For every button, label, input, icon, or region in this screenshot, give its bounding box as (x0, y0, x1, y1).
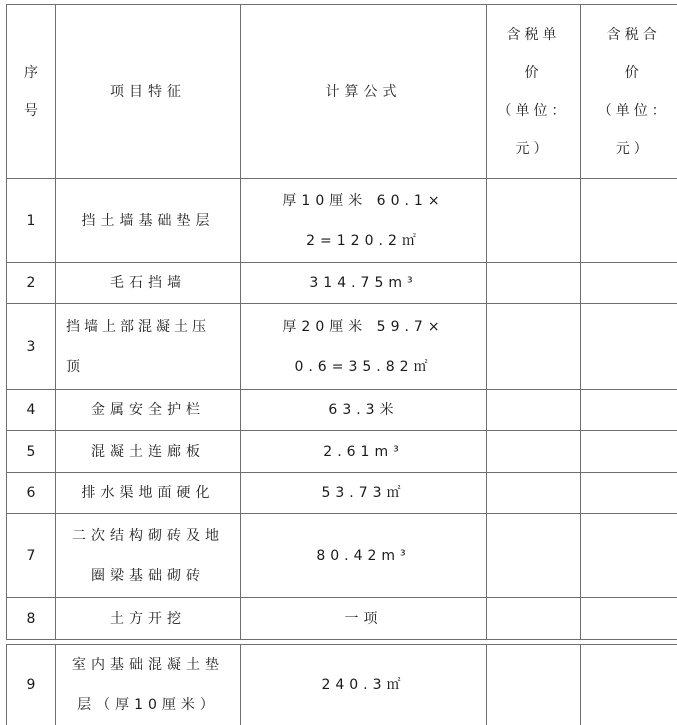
cell-feature: 室内基础混凝土垫 层（厚10厘米） (56, 645, 241, 725)
cell-seq: 2 (7, 263, 56, 304)
cell-total-price (581, 179, 677, 263)
cell-seq: 6 (7, 473, 56, 514)
cell-feature: 挡土墙基础垫层 (56, 179, 241, 263)
cell-formula: 314.75m³ (241, 263, 487, 304)
header-formula: 计算公式 (241, 5, 487, 179)
cell-unit-price (487, 431, 581, 473)
cell-formula: 80.42m³ (241, 514, 487, 598)
table-row (7, 645, 677, 725)
cell-total-price (581, 645, 677, 725)
cell-unit-price (487, 263, 581, 304)
cell-formula: 53.73㎡ (241, 473, 487, 514)
cell-total-price (581, 304, 677, 390)
table-row (7, 514, 677, 598)
cell-seq: 9 (7, 645, 56, 725)
table-row (7, 473, 677, 514)
cell-total-price (581, 431, 677, 473)
cell-seq: 1 (7, 179, 56, 263)
cell-total-price (581, 263, 677, 304)
cell-formula: 2.61m³ (241, 431, 487, 473)
cell-seq: 4 (7, 390, 56, 431)
table-row (7, 179, 677, 263)
cell-feature: 混凝土连廊板 (56, 431, 241, 473)
cell-unit-price (487, 514, 581, 598)
cell-total-price (581, 473, 677, 514)
cell-feature: 毛石挡墙 (56, 263, 241, 304)
cell-feature: 土方开挖 (56, 598, 241, 640)
cell-formula: 一项 (241, 598, 487, 640)
cell-formula: 厚10厘米 60.1× 2=120.2㎡ (241, 179, 487, 263)
table-row (7, 304, 677, 390)
cell-total-price (581, 598, 677, 640)
quote-table (6, 4, 677, 725)
header-feature: 项目特征 (56, 5, 241, 179)
cell-unit-price (487, 179, 581, 263)
table-row (7, 390, 677, 431)
cell-seq: 8 (7, 598, 56, 640)
cell-unit-price (487, 304, 581, 390)
cell-unit-price (487, 598, 581, 640)
cell-seq: 3 (7, 304, 56, 390)
cell-feature: 二次结构砌砖及地 圈梁基础砌砖 (56, 514, 241, 598)
table-row (7, 431, 677, 473)
cell-unit-price (487, 390, 581, 431)
cell-unit-price (487, 473, 581, 514)
cell-formula: 240.3㎡ (241, 645, 487, 725)
cell-seq: 5 (7, 431, 56, 473)
cell-seq: 7 (7, 514, 56, 598)
cell-feature: 金属安全护栏 (56, 390, 241, 431)
cell-formula: 63.3米 (241, 390, 487, 431)
cell-feature: 排水渠地面硬化 (56, 473, 241, 514)
table-row (7, 598, 677, 640)
cell-total-price (581, 390, 677, 431)
cell-formula: 厚20厘米 59.7× 0.6=35.82㎡ (241, 304, 487, 390)
cell-unit-price (487, 645, 581, 725)
header-total-price: 含税合 价 （单位： 元） (581, 5, 677, 179)
cell-feature: 挡墙上部混凝土压 顶 (56, 304, 241, 390)
header-row (7, 5, 677, 179)
cell-total-price (581, 514, 677, 598)
table-row (7, 263, 677, 304)
header-unit-price: 含税单 价 （单位： 元） (487, 5, 581, 179)
header-seq: 序 号 (7, 5, 56, 179)
